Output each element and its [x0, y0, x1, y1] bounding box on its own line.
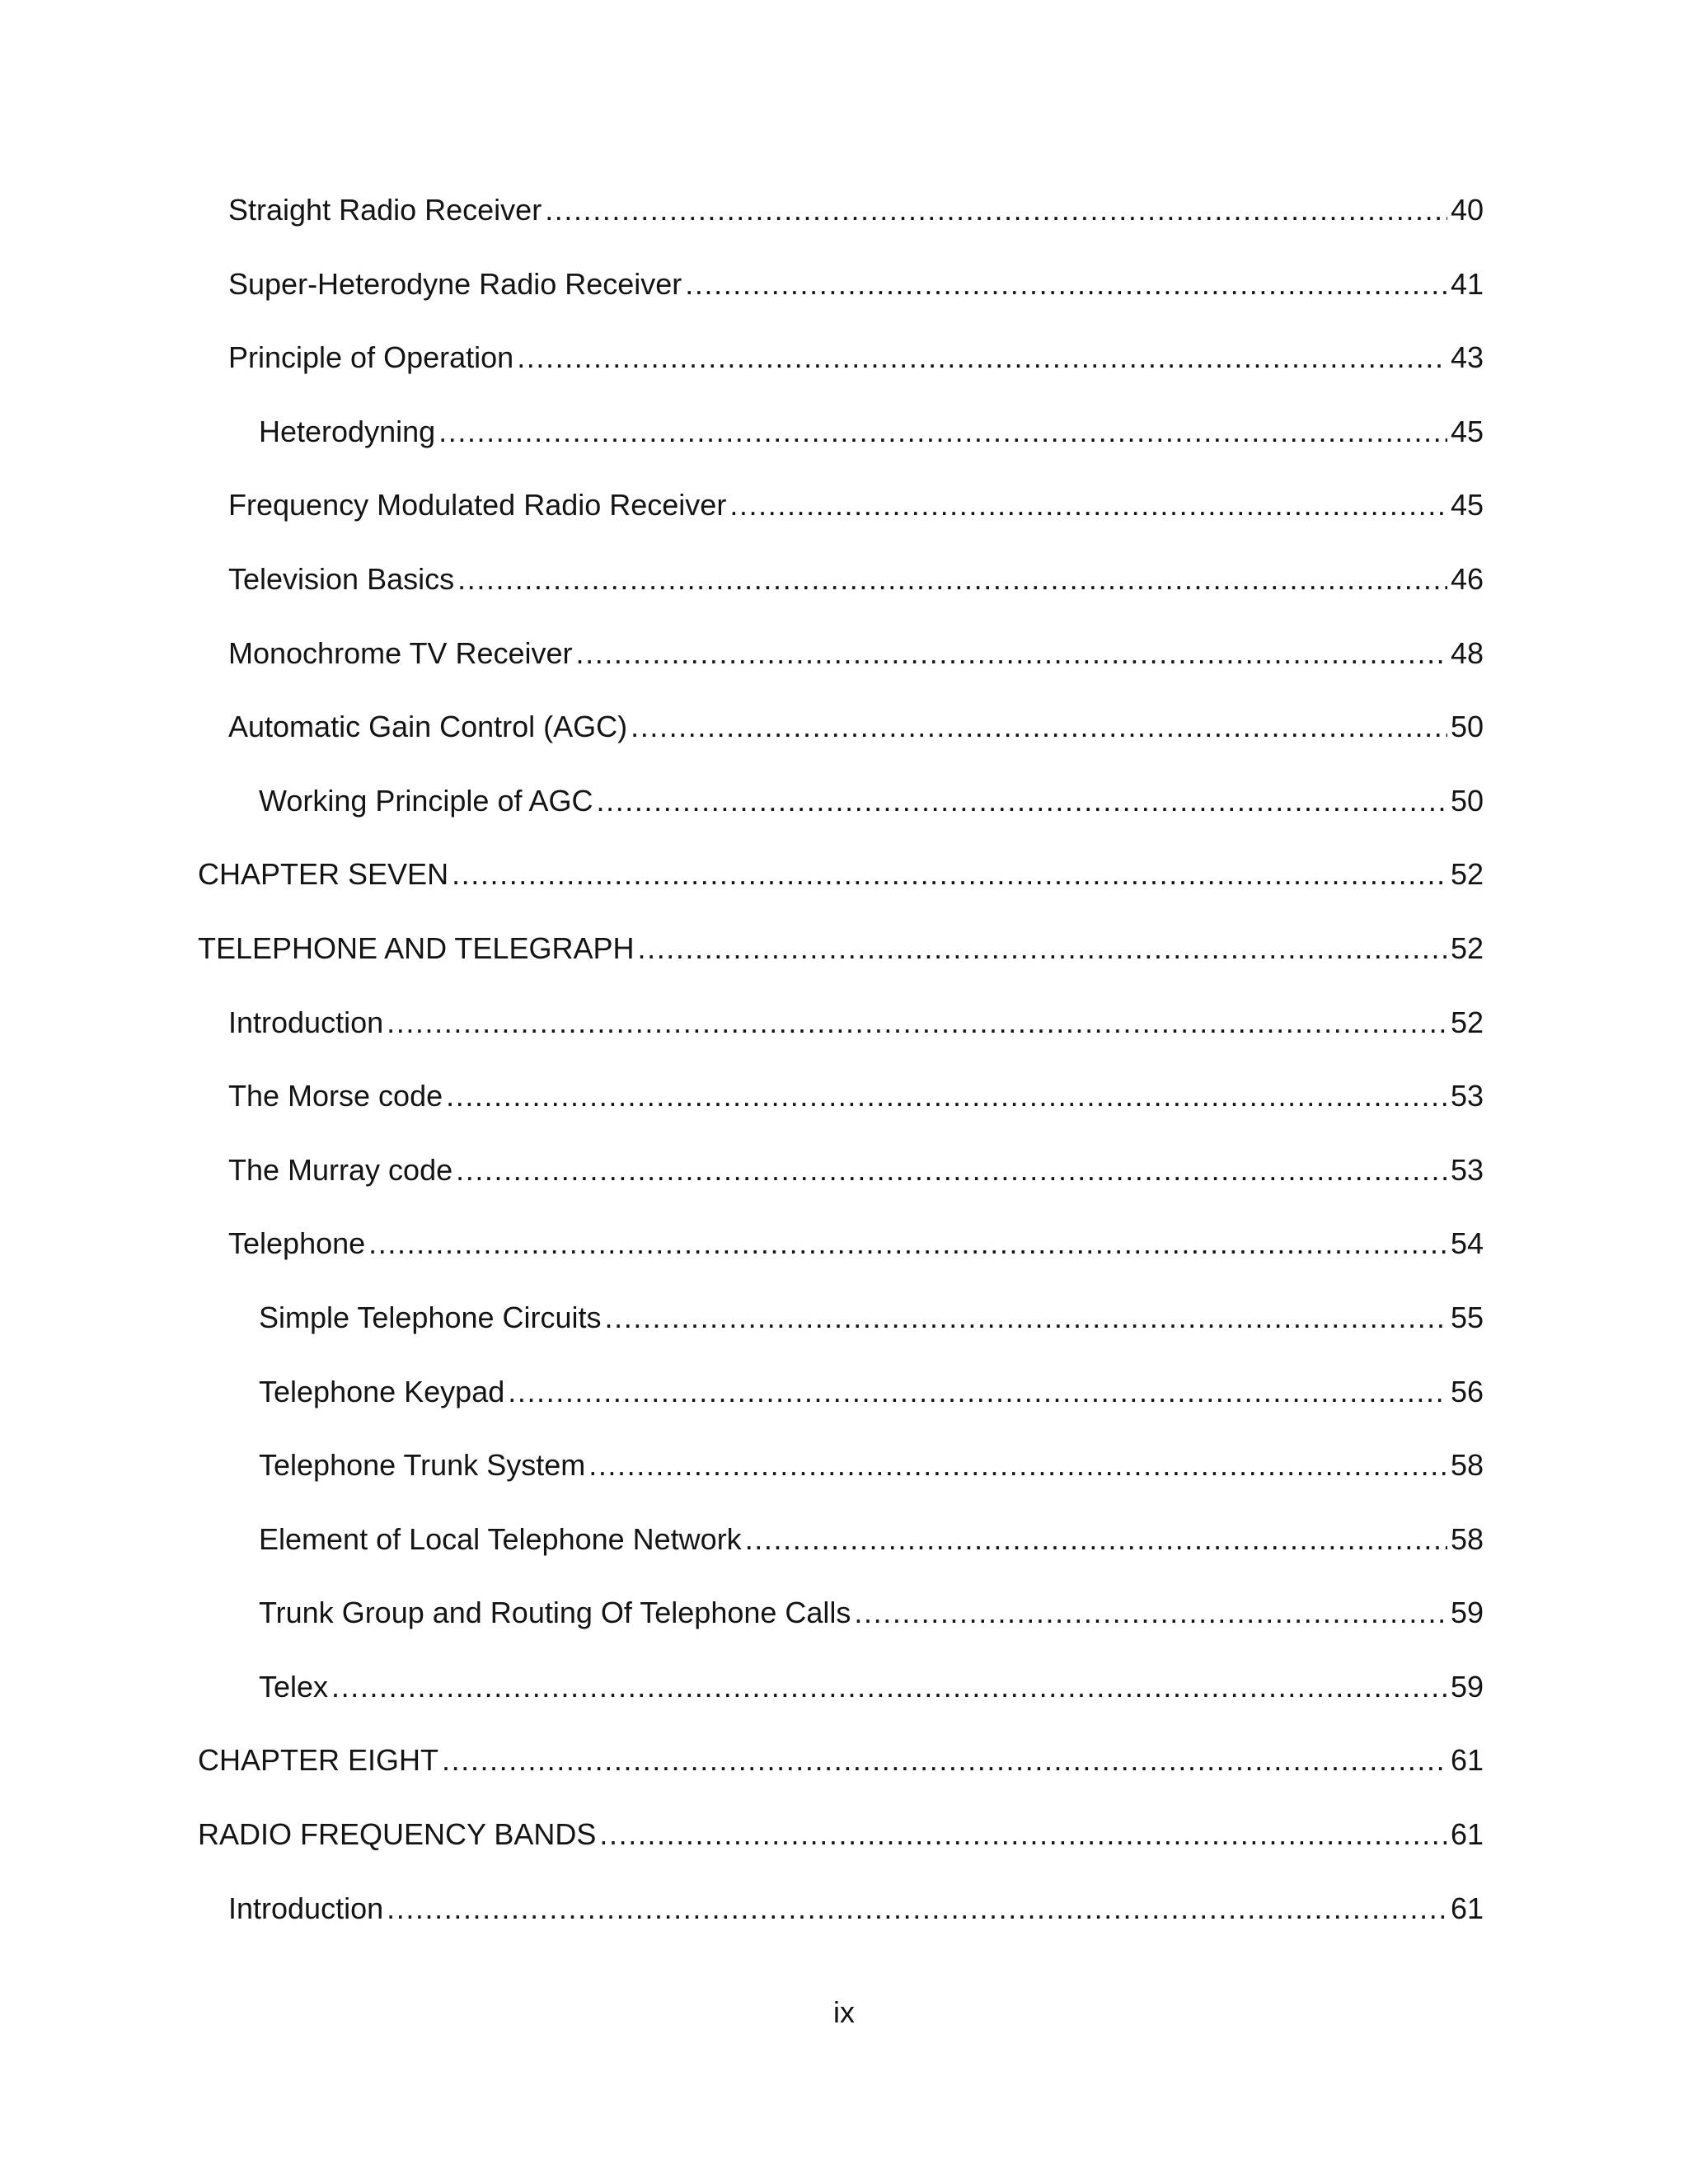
- toc-entry-page: 46: [1450, 561, 1484, 596]
- toc-entry[interactable]: [198, 1598, 1484, 1672]
- toc-entry-page: 50: [1450, 710, 1484, 744]
- toc-entry-page: 40: [1450, 193, 1484, 227]
- toc-entry-title: Principle of Operation: [228, 340, 514, 375]
- toc-entry-page: 58: [1450, 1448, 1484, 1483]
- toc-entry-page: 43: [1450, 340, 1484, 375]
- toc-entry[interactable]: [198, 1521, 1484, 1599]
- toc-entry[interactable]: [198, 1005, 1484, 1082]
- toc-entry[interactable]: [198, 783, 1484, 860]
- toc-dot-leader: [631, 712, 1447, 742]
- toc-entry-page: 58: [1450, 1521, 1484, 1556]
- toc-dot-leader: [599, 1820, 1447, 1849]
- toc-dot-leader: [638, 934, 1447, 963]
- toc-entry-title: CHAPTER EIGHT: [198, 1743, 439, 1778]
- page-number: ix: [833, 1995, 855, 2029]
- toc-dot-leader: [387, 1008, 1447, 1038]
- toc-entry-title: Element of Local Telephone Network: [259, 1521, 742, 1556]
- toc-dot-leader: [331, 1672, 1447, 1702]
- toc-entry-title: TELEPHONE AND TELEGRAPH: [198, 930, 635, 965]
- toc-entry-page: 61: [1450, 1743, 1484, 1778]
- toc-entry[interactable]: [198, 857, 1484, 934]
- toc-entry-title: Working Principle of AGC: [259, 783, 593, 818]
- toc-entry-title: Introduction: [228, 1005, 384, 1039]
- toc-entry-page: 45: [1450, 488, 1484, 523]
- toc-entry-title: Automatic Gain Control (AGC): [228, 710, 628, 744]
- toc-entry[interactable]: [198, 266, 1484, 344]
- toc-entry[interactable]: [198, 1152, 1484, 1230]
- toc-entry[interactable]: [198, 712, 1484, 786]
- toc-entry[interactable]: [198, 930, 1484, 1008]
- toc-entry-title: RADIO FREQUENCY BANDS: [198, 1817, 597, 1852]
- toc-entry[interactable]: [198, 1448, 1484, 1525]
- toc-entry-page: 52: [1450, 930, 1484, 965]
- toc-entry[interactable]: [198, 414, 1484, 491]
- toc-entry-title: Telephone: [228, 1226, 366, 1261]
- toc-entry-page: 52: [1450, 857, 1484, 892]
- toc-entry[interactable]: [198, 561, 1484, 639]
- toc-dot-leader: [685, 269, 1447, 299]
- toc-entry[interactable]: [198, 1226, 1484, 1303]
- toc-entry[interactable]: [198, 340, 1484, 417]
- toc-dot-leader: [605, 1303, 1447, 1333]
- toc-entry[interactable]: [198, 1743, 1484, 1820]
- toc-entry-title: Straight Radio Receiver: [228, 193, 542, 227]
- toc-entry-title: Simple Telephone Circuits: [259, 1300, 602, 1334]
- toc-dot-leader: [387, 1894, 1447, 1924]
- toc-entry[interactable]: [198, 195, 1484, 269]
- toc-dot-leader: [508, 1377, 1447, 1407]
- table-of-contents: [198, 195, 1484, 1967]
- toc-entry-title: Trunk Group and Routing Of Telephone Calls: [259, 1596, 851, 1630]
- toc-dot-leader: [597, 786, 1447, 816]
- toc-dot-leader: [729, 490, 1447, 520]
- toc-entry[interactable]: [198, 635, 1484, 713]
- toc-entry-title: Frequency Modulated Radio Receiver: [228, 488, 727, 523]
- toc-entry-title: Super-Heterodyne Radio Receiver: [228, 266, 682, 301]
- toc-dot-leader: [456, 1155, 1447, 1185]
- toc-entry-title: CHAPTER SEVEN: [198, 857, 449, 892]
- toc-dot-leader: [576, 639, 1447, 668]
- toc-entry-page: 56: [1450, 1374, 1484, 1408]
- toc-dot-leader: [452, 860, 1447, 889]
- toc-entry-title: Telephone Trunk System: [259, 1448, 586, 1483]
- toc-entry-page: 50: [1450, 783, 1484, 818]
- toc-entry-page: 53: [1450, 1152, 1484, 1187]
- toc-entry-title: The Murray code: [228, 1152, 453, 1187]
- toc-dot-leader: [446, 1081, 1447, 1111]
- toc-entry-title: Telex: [259, 1669, 329, 1704]
- toc-entry[interactable]: [198, 490, 1484, 565]
- toc-dot-leader: [854, 1598, 1447, 1628]
- toc-entry[interactable]: [198, 1669, 1484, 1746]
- toc-entry[interactable]: [198, 1374, 1484, 1451]
- toc-entry-page: 55: [1450, 1300, 1484, 1334]
- toc-entry[interactable]: [198, 1081, 1484, 1155]
- toc-entry-page: 41: [1450, 266, 1484, 301]
- toc-entry[interactable]: [198, 1817, 1484, 1894]
- toc-dot-leader: [368, 1229, 1447, 1258]
- toc-entry-page: 54: [1450, 1226, 1484, 1261]
- toc-dot-leader: [438, 417, 1447, 447]
- toc-entry-title: Television Basics: [228, 561, 455, 596]
- toc-dot-leader: [745, 1525, 1447, 1554]
- toc-dot-leader: [457, 565, 1447, 594]
- toc-entry-title: Monochrome TV Receiver: [228, 635, 573, 670]
- toc-entry-page: 53: [1450, 1079, 1484, 1113]
- toc-entry-page: 45: [1450, 414, 1484, 448]
- toc-dot-leader: [545, 195, 1447, 225]
- toc-dot-leader: [442, 1746, 1447, 1775]
- toc-entry-page: 52: [1450, 1005, 1484, 1039]
- toc-entry-title: Heterodyning: [259, 414, 436, 448]
- toc-dot-leader: [517, 343, 1447, 373]
- toc-entry-page: 59: [1450, 1596, 1484, 1630]
- toc-entry-title: The Morse code: [228, 1079, 443, 1113]
- toc-dot-leader: [588, 1451, 1447, 1480]
- toc-entry[interactable]: [198, 1891, 1484, 1968]
- toc-entry-title: Telephone Keypad: [259, 1374, 505, 1408]
- toc-entry-page: 59: [1450, 1669, 1484, 1704]
- toc-entry-page: 61: [1450, 1817, 1484, 1852]
- toc-entry-page: 48: [1450, 635, 1484, 670]
- toc-entry-title: Introduction: [228, 1891, 384, 1925]
- toc-entry-page: 61: [1450, 1891, 1484, 1925]
- toc-entry[interactable]: [198, 1300, 1484, 1377]
